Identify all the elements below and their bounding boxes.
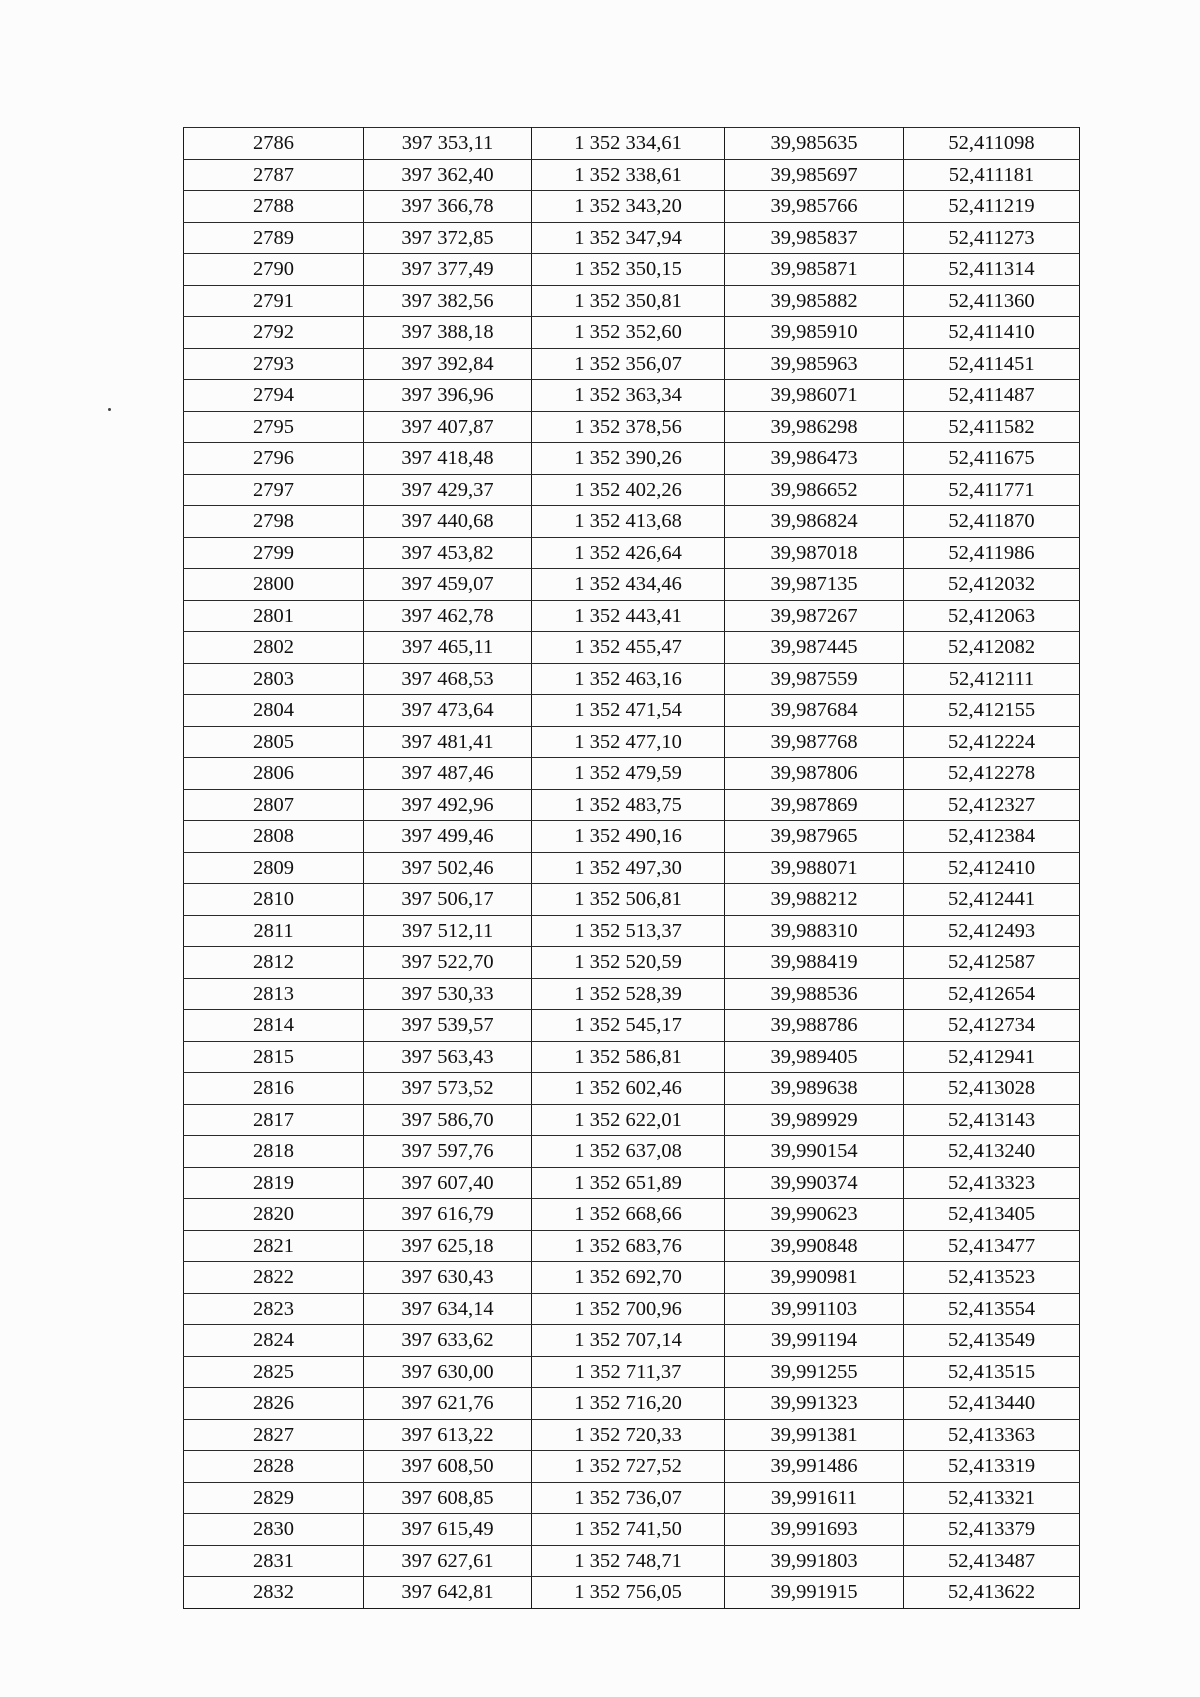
y-coordinate-cell: 1 352 497,30 <box>532 852 725 884</box>
latitude-cell: 52,413477 <box>904 1230 1080 1262</box>
table-row <box>184 1073 1080 1105</box>
x-coordinate-cell: 397 522,70 <box>364 947 532 979</box>
longitude-cell: 39,985697 <box>725 159 904 191</box>
latitude-cell: 52,413523 <box>904 1262 1080 1294</box>
scan-speck <box>108 408 111 411</box>
table-row <box>184 1325 1080 1357</box>
table-row <box>184 348 1080 380</box>
table-row <box>184 821 1080 853</box>
longitude-cell: 39,991915 <box>725 1577 904 1609</box>
point-number-cell: 2801 <box>184 600 364 632</box>
point-number-cell: 2822 <box>184 1262 364 1294</box>
x-coordinate-cell: 397 625,18 <box>364 1230 532 1262</box>
point-number-cell: 2832 <box>184 1577 364 1609</box>
point-number-cell: 2799 <box>184 537 364 569</box>
x-coordinate-cell: 397 563,43 <box>364 1041 532 1073</box>
x-coordinate-cell: 397 633,62 <box>364 1325 532 1357</box>
longitude-cell: 39,989929 <box>725 1104 904 1136</box>
latitude-cell: 52,413405 <box>904 1199 1080 1231</box>
latitude-cell: 52,412493 <box>904 915 1080 947</box>
table-row <box>184 1136 1080 1168</box>
x-coordinate-cell: 397 473,64 <box>364 695 532 727</box>
y-coordinate-cell: 1 352 506,81 <box>532 884 725 916</box>
table-body <box>184 128 1080 1609</box>
table-row <box>184 474 1080 506</box>
y-coordinate-cell: 1 352 513,37 <box>532 915 725 947</box>
latitude-cell: 52,412441 <box>904 884 1080 916</box>
x-coordinate-cell: 397 573,52 <box>364 1073 532 1105</box>
y-coordinate-cell: 1 352 356,07 <box>532 348 725 380</box>
table-row <box>184 1419 1080 1451</box>
latitude-cell: 52,411986 <box>904 537 1080 569</box>
longitude-cell: 39,990981 <box>725 1262 904 1294</box>
longitude-cell: 39,985910 <box>725 317 904 349</box>
table-row <box>184 254 1080 286</box>
longitude-cell: 39,986652 <box>725 474 904 506</box>
longitude-cell: 39,986473 <box>725 443 904 475</box>
latitude-cell: 52,413028 <box>904 1073 1080 1105</box>
table-row <box>184 978 1080 1010</box>
y-coordinate-cell: 1 352 479,59 <box>532 758 725 790</box>
table-row <box>184 758 1080 790</box>
longitude-cell: 39,991381 <box>725 1419 904 1451</box>
latitude-cell: 52,413240 <box>904 1136 1080 1168</box>
point-number-cell: 2825 <box>184 1356 364 1388</box>
latitude-cell: 52,412587 <box>904 947 1080 979</box>
x-coordinate-cell: 397 372,85 <box>364 222 532 254</box>
x-coordinate-cell: 397 366,78 <box>364 191 532 223</box>
x-coordinate-cell: 397 429,37 <box>364 474 532 506</box>
longitude-cell: 39,986824 <box>725 506 904 538</box>
latitude-cell: 52,412111 <box>904 663 1080 695</box>
table-row <box>184 1293 1080 1325</box>
x-coordinate-cell: 397 642,81 <box>364 1577 532 1609</box>
x-coordinate-cell: 397 377,49 <box>364 254 532 286</box>
y-coordinate-cell: 1 352 426,64 <box>532 537 725 569</box>
point-number-cell: 2788 <box>184 191 364 223</box>
table-row <box>184 1167 1080 1199</box>
point-number-cell: 2829 <box>184 1482 364 1514</box>
point-number-cell: 2802 <box>184 632 364 664</box>
latitude-cell: 52,412224 <box>904 726 1080 758</box>
y-coordinate-cell: 1 352 683,76 <box>532 1230 725 1262</box>
longitude-cell: 39,987018 <box>725 537 904 569</box>
table-row <box>184 600 1080 632</box>
x-coordinate-cell: 397 362,40 <box>364 159 532 191</box>
y-coordinate-cell: 1 352 741,50 <box>532 1514 725 1546</box>
table-row <box>184 789 1080 821</box>
point-number-cell: 2823 <box>184 1293 364 1325</box>
y-coordinate-cell: 1 352 390,26 <box>532 443 725 475</box>
point-number-cell: 2819 <box>184 1167 364 1199</box>
y-coordinate-cell: 1 352 727,52 <box>532 1451 725 1483</box>
y-coordinate-cell: 1 352 736,07 <box>532 1482 725 1514</box>
point-number-cell: 2828 <box>184 1451 364 1483</box>
point-number-cell: 2795 <box>184 411 364 443</box>
point-number-cell: 2809 <box>184 852 364 884</box>
y-coordinate-cell: 1 352 622,01 <box>532 1104 725 1136</box>
longitude-cell: 39,988536 <box>725 978 904 1010</box>
y-coordinate-cell: 1 352 520,59 <box>532 947 725 979</box>
y-coordinate-cell: 1 352 378,56 <box>532 411 725 443</box>
table-row <box>184 1388 1080 1420</box>
x-coordinate-cell: 397 462,78 <box>364 600 532 632</box>
latitude-cell: 52,411675 <box>904 443 1080 475</box>
x-coordinate-cell: 397 607,40 <box>364 1167 532 1199</box>
table-row <box>184 632 1080 664</box>
longitude-cell: 39,990374 <box>725 1167 904 1199</box>
y-coordinate-cell: 1 352 602,46 <box>532 1073 725 1105</box>
point-number-cell: 2806 <box>184 758 364 790</box>
table-row <box>184 159 1080 191</box>
latitude-cell: 52,413515 <box>904 1356 1080 1388</box>
longitude-cell: 39,988212 <box>725 884 904 916</box>
latitude-cell: 52,411870 <box>904 506 1080 538</box>
table-row <box>184 1514 1080 1546</box>
table-row <box>184 222 1080 254</box>
y-coordinate-cell: 1 352 363,34 <box>532 380 725 412</box>
latitude-cell: 52,411098 <box>904 128 1080 160</box>
y-coordinate-cell: 1 352 756,05 <box>532 1577 725 1609</box>
x-coordinate-cell: 397 597,76 <box>364 1136 532 1168</box>
longitude-cell: 39,991103 <box>725 1293 904 1325</box>
x-coordinate-cell: 397 396,96 <box>364 380 532 412</box>
x-coordinate-cell: 397 613,22 <box>364 1419 532 1451</box>
table-row <box>184 1356 1080 1388</box>
point-number-cell: 2813 <box>184 978 364 1010</box>
table-row <box>184 1010 1080 1042</box>
x-coordinate-cell: 397 502,46 <box>364 852 532 884</box>
latitude-cell: 52,411487 <box>904 380 1080 412</box>
longitude-cell: 39,986071 <box>725 380 904 412</box>
point-number-cell: 2793 <box>184 348 364 380</box>
point-number-cell: 2814 <box>184 1010 364 1042</box>
longitude-cell: 39,987768 <box>725 726 904 758</box>
y-coordinate-cell: 1 352 545,17 <box>532 1010 725 1042</box>
table-row <box>184 1545 1080 1577</box>
point-number-cell: 2789 <box>184 222 364 254</box>
longitude-cell: 39,991323 <box>725 1388 904 1420</box>
latitude-cell: 52,413143 <box>904 1104 1080 1136</box>
x-coordinate-cell: 397 407,87 <box>364 411 532 443</box>
longitude-cell: 39,985837 <box>725 222 904 254</box>
point-number-cell: 2824 <box>184 1325 364 1357</box>
table-row <box>184 506 1080 538</box>
table-row <box>184 317 1080 349</box>
x-coordinate-cell: 397 512,11 <box>364 915 532 947</box>
point-number-cell: 2792 <box>184 317 364 349</box>
latitude-cell: 52,412063 <box>904 600 1080 632</box>
longitude-cell: 39,991803 <box>725 1545 904 1577</box>
longitude-cell: 39,986298 <box>725 411 904 443</box>
y-coordinate-cell: 1 352 668,66 <box>532 1199 725 1231</box>
latitude-cell: 52,412327 <box>904 789 1080 821</box>
longitude-cell: 39,985766 <box>725 191 904 223</box>
latitude-cell: 52,412654 <box>904 978 1080 1010</box>
latitude-cell: 52,413379 <box>904 1514 1080 1546</box>
point-number-cell: 2826 <box>184 1388 364 1420</box>
point-number-cell: 2786 <box>184 128 364 160</box>
longitude-cell: 39,987684 <box>725 695 904 727</box>
x-coordinate-cell: 397 453,82 <box>364 537 532 569</box>
latitude-cell: 52,413319 <box>904 1451 1080 1483</box>
table-row <box>184 884 1080 916</box>
x-coordinate-cell: 397 530,33 <box>364 978 532 1010</box>
x-coordinate-cell: 397 630,43 <box>364 1262 532 1294</box>
y-coordinate-cell: 1 352 528,39 <box>532 978 725 1010</box>
table-row <box>184 1482 1080 1514</box>
table-row <box>184 411 1080 443</box>
table-row <box>184 128 1080 160</box>
x-coordinate-cell: 397 382,56 <box>364 285 532 317</box>
longitude-cell: 39,989405 <box>725 1041 904 1073</box>
point-number-cell: 2808 <box>184 821 364 853</box>
y-coordinate-cell: 1 352 716,20 <box>532 1388 725 1420</box>
point-number-cell: 2797 <box>184 474 364 506</box>
table-row <box>184 1199 1080 1231</box>
point-number-cell: 2815 <box>184 1041 364 1073</box>
x-coordinate-cell: 397 465,11 <box>364 632 532 664</box>
point-number-cell: 2796 <box>184 443 364 475</box>
table-row <box>184 380 1080 412</box>
latitude-cell: 52,412155 <box>904 695 1080 727</box>
longitude-cell: 39,988310 <box>725 915 904 947</box>
table-row <box>184 695 1080 727</box>
latitude-cell: 52,411410 <box>904 317 1080 349</box>
latitude-cell: 52,413323 <box>904 1167 1080 1199</box>
latitude-cell: 52,412278 <box>904 758 1080 790</box>
y-coordinate-cell: 1 352 483,75 <box>532 789 725 821</box>
table-row <box>184 1451 1080 1483</box>
longitude-cell: 39,987445 <box>725 632 904 664</box>
latitude-cell: 52,411451 <box>904 348 1080 380</box>
y-coordinate-cell: 1 352 720,33 <box>532 1419 725 1451</box>
table-row <box>184 663 1080 695</box>
point-number-cell: 2816 <box>184 1073 364 1105</box>
x-coordinate-cell: 397 608,85 <box>364 1482 532 1514</box>
point-number-cell: 2811 <box>184 915 364 947</box>
x-coordinate-cell: 397 440,68 <box>364 506 532 538</box>
latitude-cell: 52,413363 <box>904 1419 1080 1451</box>
x-coordinate-cell: 397 621,76 <box>364 1388 532 1420</box>
x-coordinate-cell: 397 459,07 <box>364 569 532 601</box>
x-coordinate-cell: 397 499,46 <box>364 821 532 853</box>
y-coordinate-cell: 1 352 477,10 <box>532 726 725 758</box>
y-coordinate-cell: 1 352 651,89 <box>532 1167 725 1199</box>
x-coordinate-cell: 397 418,48 <box>364 443 532 475</box>
point-number-cell: 2790 <box>184 254 364 286</box>
latitude-cell: 52,411181 <box>904 159 1080 191</box>
longitude-cell: 39,988071 <box>725 852 904 884</box>
y-coordinate-cell: 1 352 748,71 <box>532 1545 725 1577</box>
x-coordinate-cell: 397 487,46 <box>364 758 532 790</box>
table-row <box>184 726 1080 758</box>
y-coordinate-cell: 1 352 455,47 <box>532 632 725 664</box>
x-coordinate-cell: 397 627,61 <box>364 1545 532 1577</box>
y-coordinate-cell: 1 352 471,54 <box>532 695 725 727</box>
y-coordinate-cell: 1 352 711,37 <box>532 1356 725 1388</box>
longitude-cell: 39,985963 <box>725 348 904 380</box>
x-coordinate-cell: 397 468,53 <box>364 663 532 695</box>
y-coordinate-cell: 1 352 490,16 <box>532 821 725 853</box>
table-row <box>184 191 1080 223</box>
table-row <box>184 537 1080 569</box>
longitude-cell: 39,988419 <box>725 947 904 979</box>
y-coordinate-cell: 1 352 434,46 <box>532 569 725 601</box>
point-number-cell: 2800 <box>184 569 364 601</box>
longitude-cell: 39,991611 <box>725 1482 904 1514</box>
table-row <box>184 915 1080 947</box>
x-coordinate-cell: 397 539,57 <box>364 1010 532 1042</box>
latitude-cell: 52,411219 <box>904 191 1080 223</box>
longitude-cell: 39,991255 <box>725 1356 904 1388</box>
table-row <box>184 443 1080 475</box>
point-number-cell: 2794 <box>184 380 364 412</box>
point-number-cell: 2820 <box>184 1199 364 1231</box>
longitude-cell: 39,990848 <box>725 1230 904 1262</box>
table-row <box>184 1230 1080 1262</box>
y-coordinate-cell: 1 352 443,41 <box>532 600 725 632</box>
x-coordinate-cell: 397 353,11 <box>364 128 532 160</box>
x-coordinate-cell: 397 392,84 <box>364 348 532 380</box>
longitude-cell: 39,985635 <box>725 128 904 160</box>
longitude-cell: 39,990623 <box>725 1199 904 1231</box>
y-coordinate-cell: 1 352 343,20 <box>532 191 725 223</box>
x-coordinate-cell: 397 608,50 <box>364 1451 532 1483</box>
latitude-cell: 52,411771 <box>904 474 1080 506</box>
longitude-cell: 39,985871 <box>725 254 904 286</box>
latitude-cell: 52,413622 <box>904 1577 1080 1609</box>
point-number-cell: 2812 <box>184 947 364 979</box>
latitude-cell: 52,413487 <box>904 1545 1080 1577</box>
latitude-cell: 52,411314 <box>904 254 1080 286</box>
point-number-cell: 2798 <box>184 506 364 538</box>
longitude-cell: 39,991194 <box>725 1325 904 1357</box>
point-number-cell: 2791 <box>184 285 364 317</box>
latitude-cell: 52,412734 <box>904 1010 1080 1042</box>
longitude-cell: 39,987965 <box>725 821 904 853</box>
latitude-cell: 52,412941 <box>904 1041 1080 1073</box>
latitude-cell: 52,413549 <box>904 1325 1080 1357</box>
x-coordinate-cell: 397 630,00 <box>364 1356 532 1388</box>
latitude-cell: 52,411360 <box>904 285 1080 317</box>
table-row <box>184 1041 1080 1073</box>
point-number-cell: 2810 <box>184 884 364 916</box>
latitude-cell: 52,412032 <box>904 569 1080 601</box>
x-coordinate-cell: 397 634,14 <box>364 1293 532 1325</box>
x-coordinate-cell: 397 506,17 <box>364 884 532 916</box>
x-coordinate-cell: 397 481,41 <box>364 726 532 758</box>
y-coordinate-cell: 1 352 402,26 <box>532 474 725 506</box>
coordinate-table <box>183 127 1080 1609</box>
point-number-cell: 2821 <box>184 1230 364 1262</box>
point-number-cell: 2827 <box>184 1419 364 1451</box>
point-number-cell: 2804 <box>184 695 364 727</box>
latitude-cell: 52,411582 <box>904 411 1080 443</box>
latitude-cell: 52,412410 <box>904 852 1080 884</box>
y-coordinate-cell: 1 352 637,08 <box>532 1136 725 1168</box>
latitude-cell: 52,413554 <box>904 1293 1080 1325</box>
x-coordinate-cell: 397 388,18 <box>364 317 532 349</box>
point-number-cell: 2831 <box>184 1545 364 1577</box>
longitude-cell: 39,991693 <box>725 1514 904 1546</box>
longitude-cell: 39,987559 <box>725 663 904 695</box>
longitude-cell: 39,987135 <box>725 569 904 601</box>
y-coordinate-cell: 1 352 347,94 <box>532 222 725 254</box>
longitude-cell: 39,991486 <box>725 1451 904 1483</box>
point-number-cell: 2830 <box>184 1514 364 1546</box>
y-coordinate-cell: 1 352 413,68 <box>532 506 725 538</box>
point-number-cell: 2805 <box>184 726 364 758</box>
point-number-cell: 2787 <box>184 159 364 191</box>
y-coordinate-cell: 1 352 586,81 <box>532 1041 725 1073</box>
y-coordinate-cell: 1 352 692,70 <box>532 1262 725 1294</box>
latitude-cell: 52,413440 <box>904 1388 1080 1420</box>
longitude-cell: 39,989638 <box>725 1073 904 1105</box>
latitude-cell: 52,412082 <box>904 632 1080 664</box>
x-coordinate-cell: 397 492,96 <box>364 789 532 821</box>
point-number-cell: 2818 <box>184 1136 364 1168</box>
y-coordinate-cell: 1 352 338,61 <box>532 159 725 191</box>
table-row <box>184 852 1080 884</box>
table-row <box>184 285 1080 317</box>
y-coordinate-cell: 1 352 700,96 <box>532 1293 725 1325</box>
x-coordinate-cell: 397 586,70 <box>364 1104 532 1136</box>
point-number-cell: 2817 <box>184 1104 364 1136</box>
table-row <box>184 1262 1080 1294</box>
longitude-cell: 39,987869 <box>725 789 904 821</box>
y-coordinate-cell: 1 352 707,14 <box>532 1325 725 1357</box>
table-row <box>184 1577 1080 1609</box>
y-coordinate-cell: 1 352 350,15 <box>532 254 725 286</box>
longitude-cell: 39,985882 <box>725 285 904 317</box>
y-coordinate-cell: 1 352 463,16 <box>532 663 725 695</box>
longitude-cell: 39,987267 <box>725 600 904 632</box>
table-row <box>184 1104 1080 1136</box>
point-number-cell: 2803 <box>184 663 364 695</box>
y-coordinate-cell: 1 352 350,81 <box>532 285 725 317</box>
table-row <box>184 947 1080 979</box>
y-coordinate-cell: 1 352 352,60 <box>532 317 725 349</box>
longitude-cell: 39,988786 <box>725 1010 904 1042</box>
x-coordinate-cell: 397 615,49 <box>364 1514 532 1546</box>
longitude-cell: 39,990154 <box>725 1136 904 1168</box>
x-coordinate-cell: 397 616,79 <box>364 1199 532 1231</box>
longitude-cell: 39,987806 <box>725 758 904 790</box>
table-row <box>184 569 1080 601</box>
point-number-cell: 2807 <box>184 789 364 821</box>
latitude-cell: 52,413321 <box>904 1482 1080 1514</box>
latitude-cell: 52,411273 <box>904 222 1080 254</box>
y-coordinate-cell: 1 352 334,61 <box>532 128 725 160</box>
latitude-cell: 52,412384 <box>904 821 1080 853</box>
